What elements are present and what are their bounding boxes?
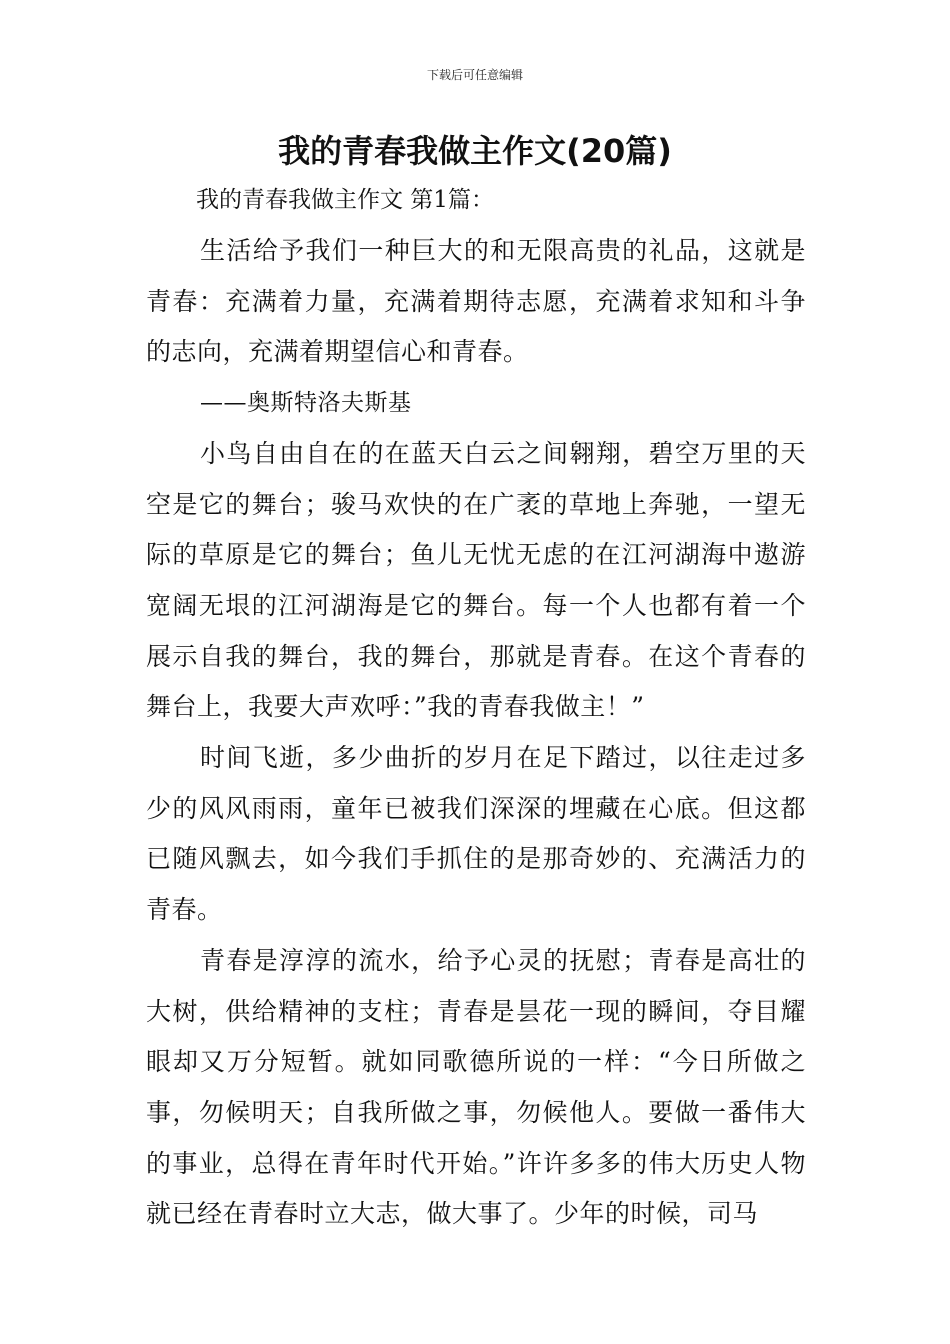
paragraph-stage: 小鸟自由自在的在蓝天白云之间翱翔，碧空万里的天空是它的舞台；骏马欢快的在广袤的草地上奔驰，一望无际的草原是它的舞台；鱼儿无忧无虑的在江河湖海中遨游宽阔无垠的江河湖海是它的舞台。每一个人也都有着一个展示自我的舞台，我的舞台，那就是青春。在这个青春的舞台上，我要大声欢呼：”我的青春我做主！”: [146, 438, 806, 722]
paragraph-quote: 生活给予我们一种巨大的和无限高贵的礼品，这就是青春：充满着力量，充满着期待志愿，充满着求知和斗争的志向，充满着期望信心和青春。: [146, 236, 806, 367]
article-subtitle: 我的青春我做主作文 第1篇：: [196, 187, 494, 213]
paragraph-youth: 青春是淳淳的流水，给予心灵的抚慰；青春是高壮的大树，供给精神的支柱；青春是昙花一现的瞬间，夺目耀眼却又万分短暂。就如同歌德所说的一样：“今日所做之事，勿候明天；自我所做之事，勿候他人。要做一番伟大的事业，总得在青年时代开始。”许许多多的伟大历史人物就已经在青春时立大志，做大事了。少年的时候，司马: [146, 945, 806, 1229]
article-body: [146, 226, 806, 1240]
paragraph-time: 时间飞逝，多少曲折的岁月在足下踏过，以往走过多少的风风雨雨，童年已被我们深深的埋藏在心底。但这都已随风飘去，如今我们手抓住的是那奇妙的、充满活力的青春。: [146, 743, 806, 925]
header-note: 下载后可任意编辑: [426, 68, 523, 82]
quote-attribution: ——奥斯特洛夫斯基: [200, 390, 412, 417]
page-title: 我的青春我做主作文(20篇): [278, 132, 672, 170]
